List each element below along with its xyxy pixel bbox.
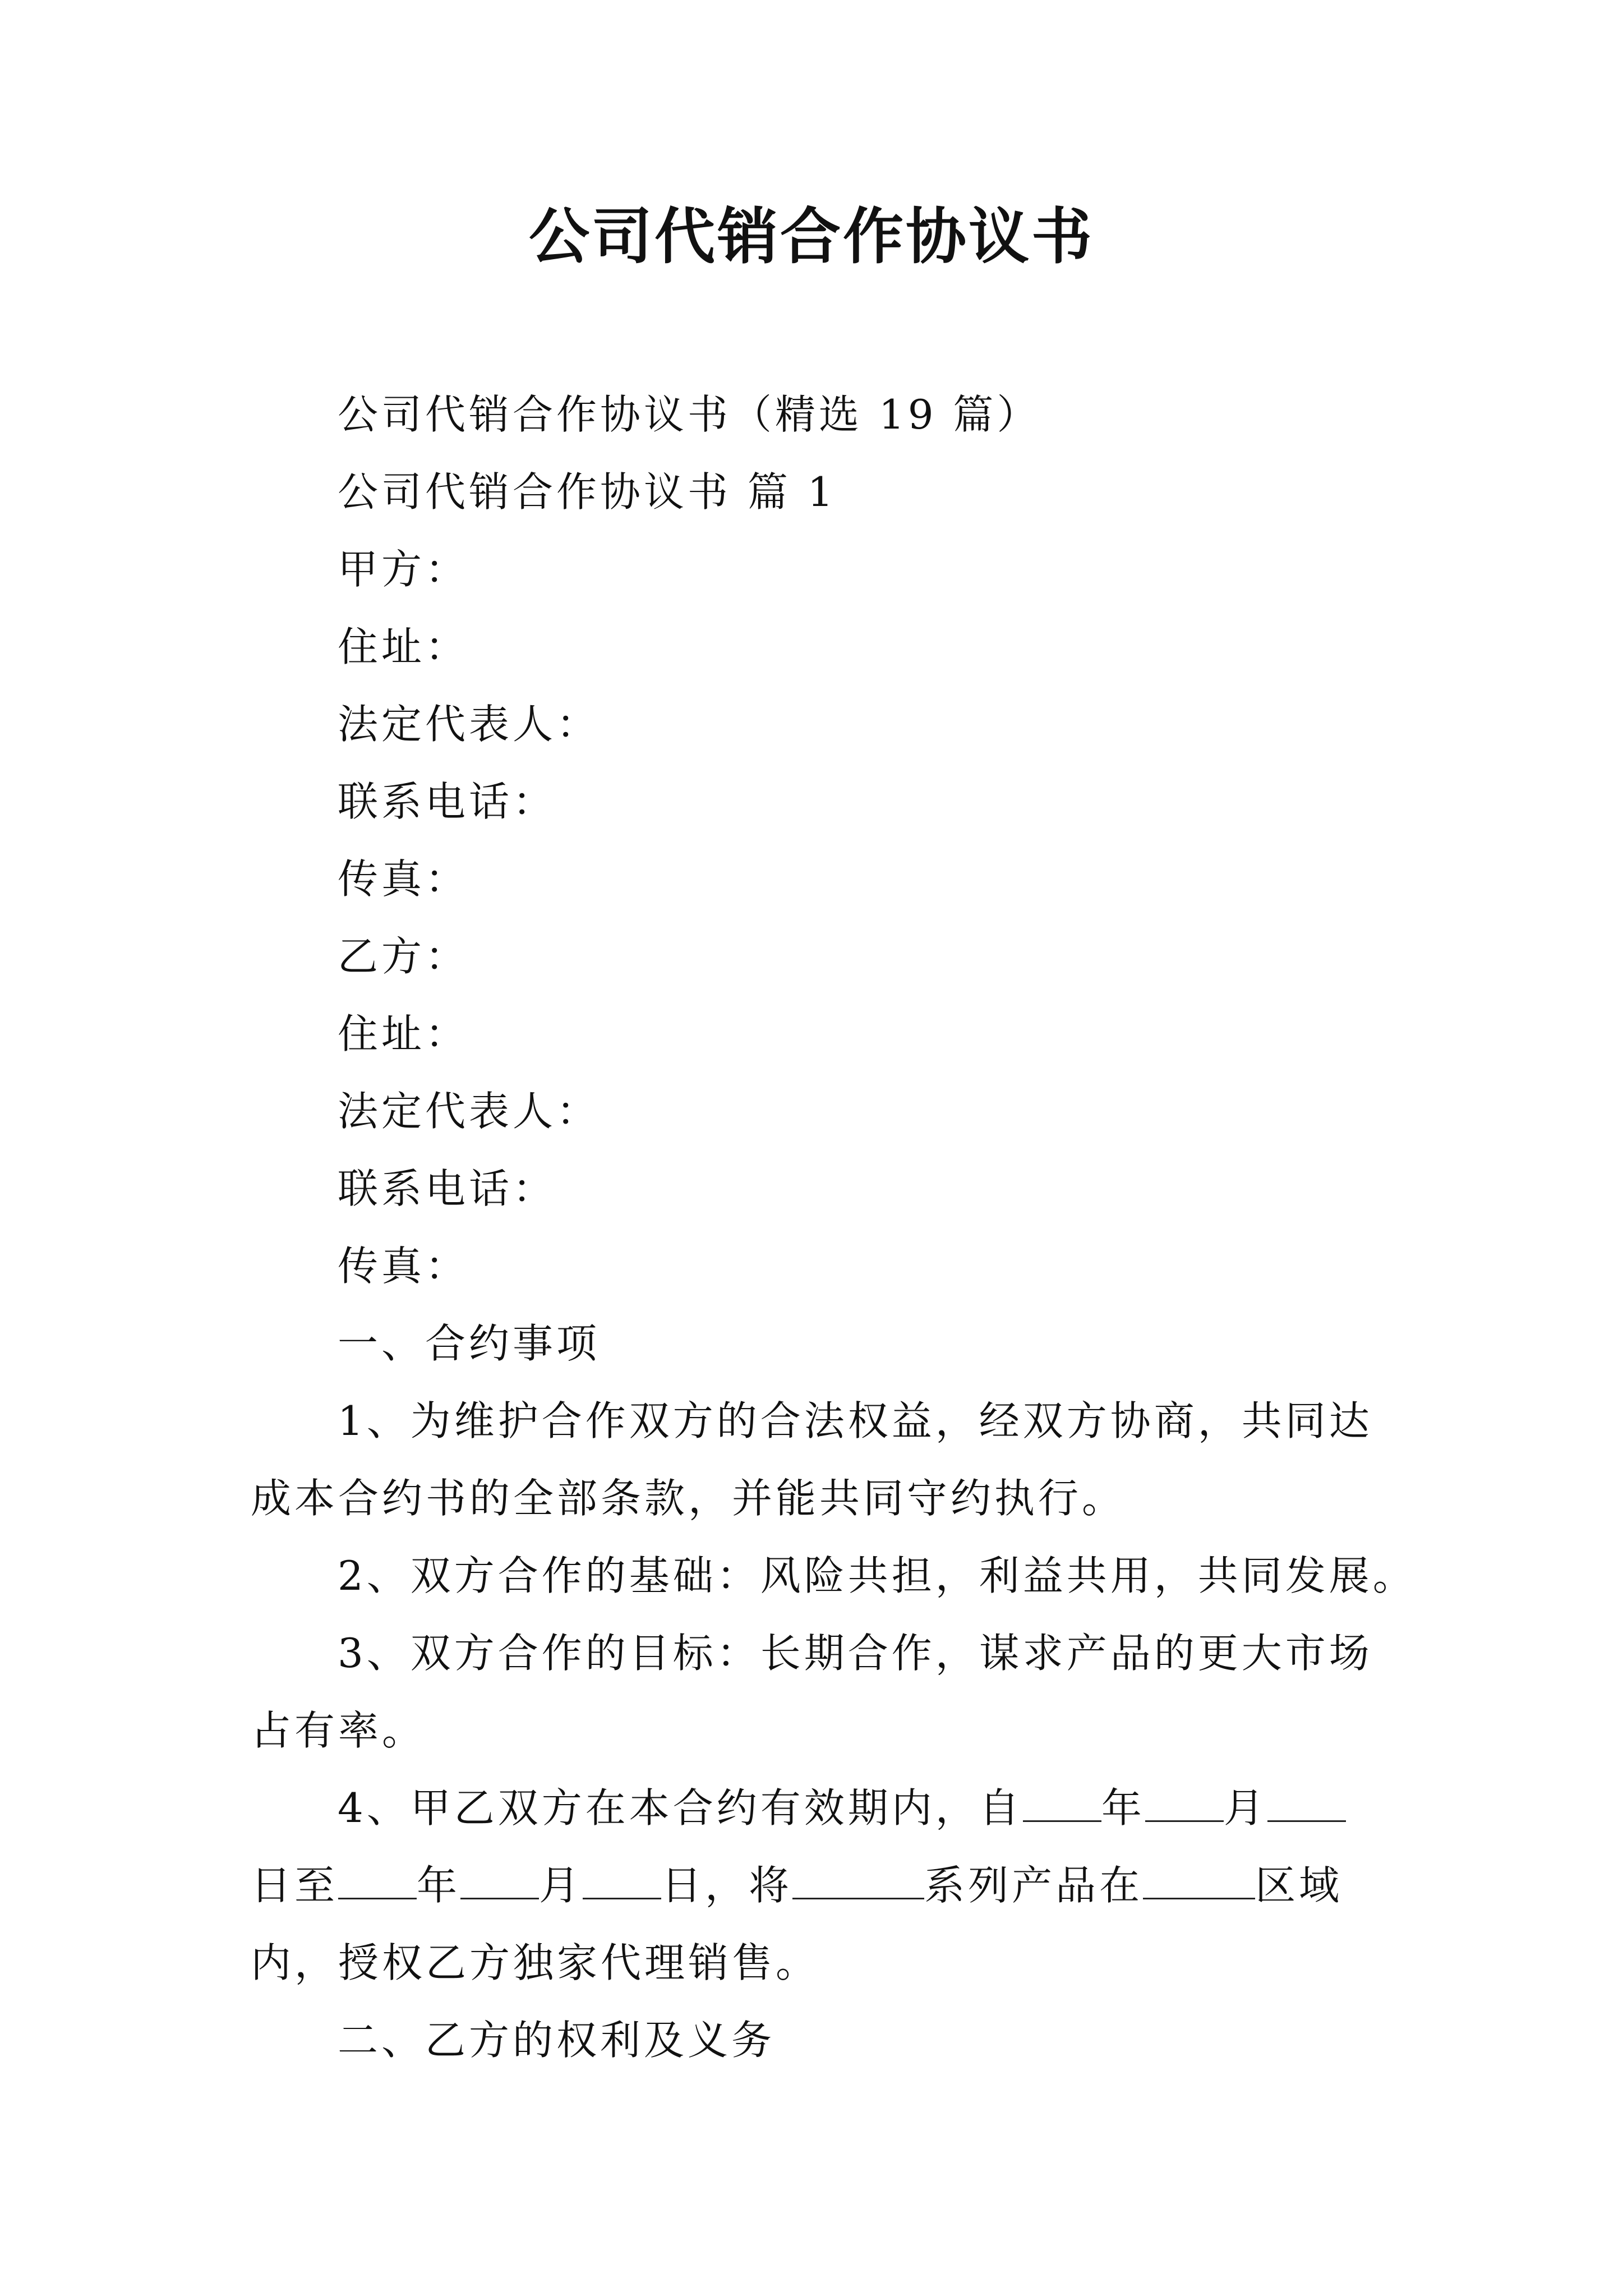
party-a-phone: 联系电话：	[338, 778, 557, 825]
clause-1-line-1: 1、为维护合作双方的合法权益，经双方协商，共同达	[338, 1397, 1373, 1444]
clause-4-text-region: 区域	[1255, 1862, 1343, 1909]
clause-4-text-day-will: 日，将	[661, 1862, 793, 1909]
clause-4-text-month-2: 月	[539, 1862, 583, 1909]
fill-blank-month-end	[460, 1864, 539, 1899]
party-a-address: 住址：	[338, 623, 469, 670]
fill-blank-region	[1143, 1864, 1255, 1899]
document-title: 公司代销合作协议书	[528, 201, 1094, 272]
clause-4-line-3: 内，授权乙方独家代理销售。	[251, 1939, 820, 1986]
party-a-legal-rep: 法定代表人：	[338, 701, 601, 748]
clause-4-text-month: 月	[1223, 1784, 1267, 1832]
party-b-fax: 传真：	[338, 1243, 469, 1290]
clause-4-text-year: 年	[1101, 1784, 1145, 1832]
clause-4-text-year-2: 年	[417, 1862, 461, 1909]
document-body	[251, 376, 1417, 2079]
fill-blank-month-start	[1145, 1787, 1224, 1822]
section-two-heading: 二、乙方的权利及义务	[338, 2017, 776, 2064]
clause-4-text-day-to: 日至	[251, 1862, 339, 1909]
party-b-legal-rep: 法定代表人：	[338, 1088, 601, 1135]
clause-4-line-2	[251, 1847, 1395, 1924]
clause-1-line-2: 成本合约书的全部条款，并能共同守约执行。	[251, 1475, 1126, 1522]
party-b-phone: 联系电话：	[338, 1165, 557, 1212]
fill-blank-year-end	[338, 1864, 417, 1899]
fill-blank-year-start	[1023, 1787, 1101, 1822]
section-one-heading: 一、合约事项	[338, 1320, 601, 1367]
party-b-label: 乙方：	[338, 933, 469, 980]
clause-3-line-2: 占有率。	[251, 1707, 426, 1754]
party-a-fax: 传真：	[338, 855, 469, 903]
fill-blank-product-series	[792, 1864, 924, 1899]
party-b-address: 住址：	[338, 1010, 469, 1057]
section-heading: 公司代销合作协议书 篇 1	[338, 468, 837, 516]
subtitle: 公司代销合作协议书（精选 19 篇）	[338, 391, 1041, 438]
clause-3-line-1: 3、双方合作的目标：长期合作，谋求产品的更大市场	[338, 1630, 1373, 1677]
party-a-label: 甲方：	[338, 546, 469, 593]
clause-4-line-1	[251, 1769, 1395, 1847]
fill-blank-day-end	[583, 1864, 661, 1899]
clause-4-text-series: 系列产品在	[924, 1862, 1144, 1909]
fill-blank-day-start	[1267, 1787, 1346, 1822]
clause-2: 2、双方合作的基础：风险共担，利益共用，共同发展。	[338, 1552, 1417, 1599]
clause-4-text-a: 4、甲乙双方在本合约有效期内，自	[338, 1784, 1023, 1832]
